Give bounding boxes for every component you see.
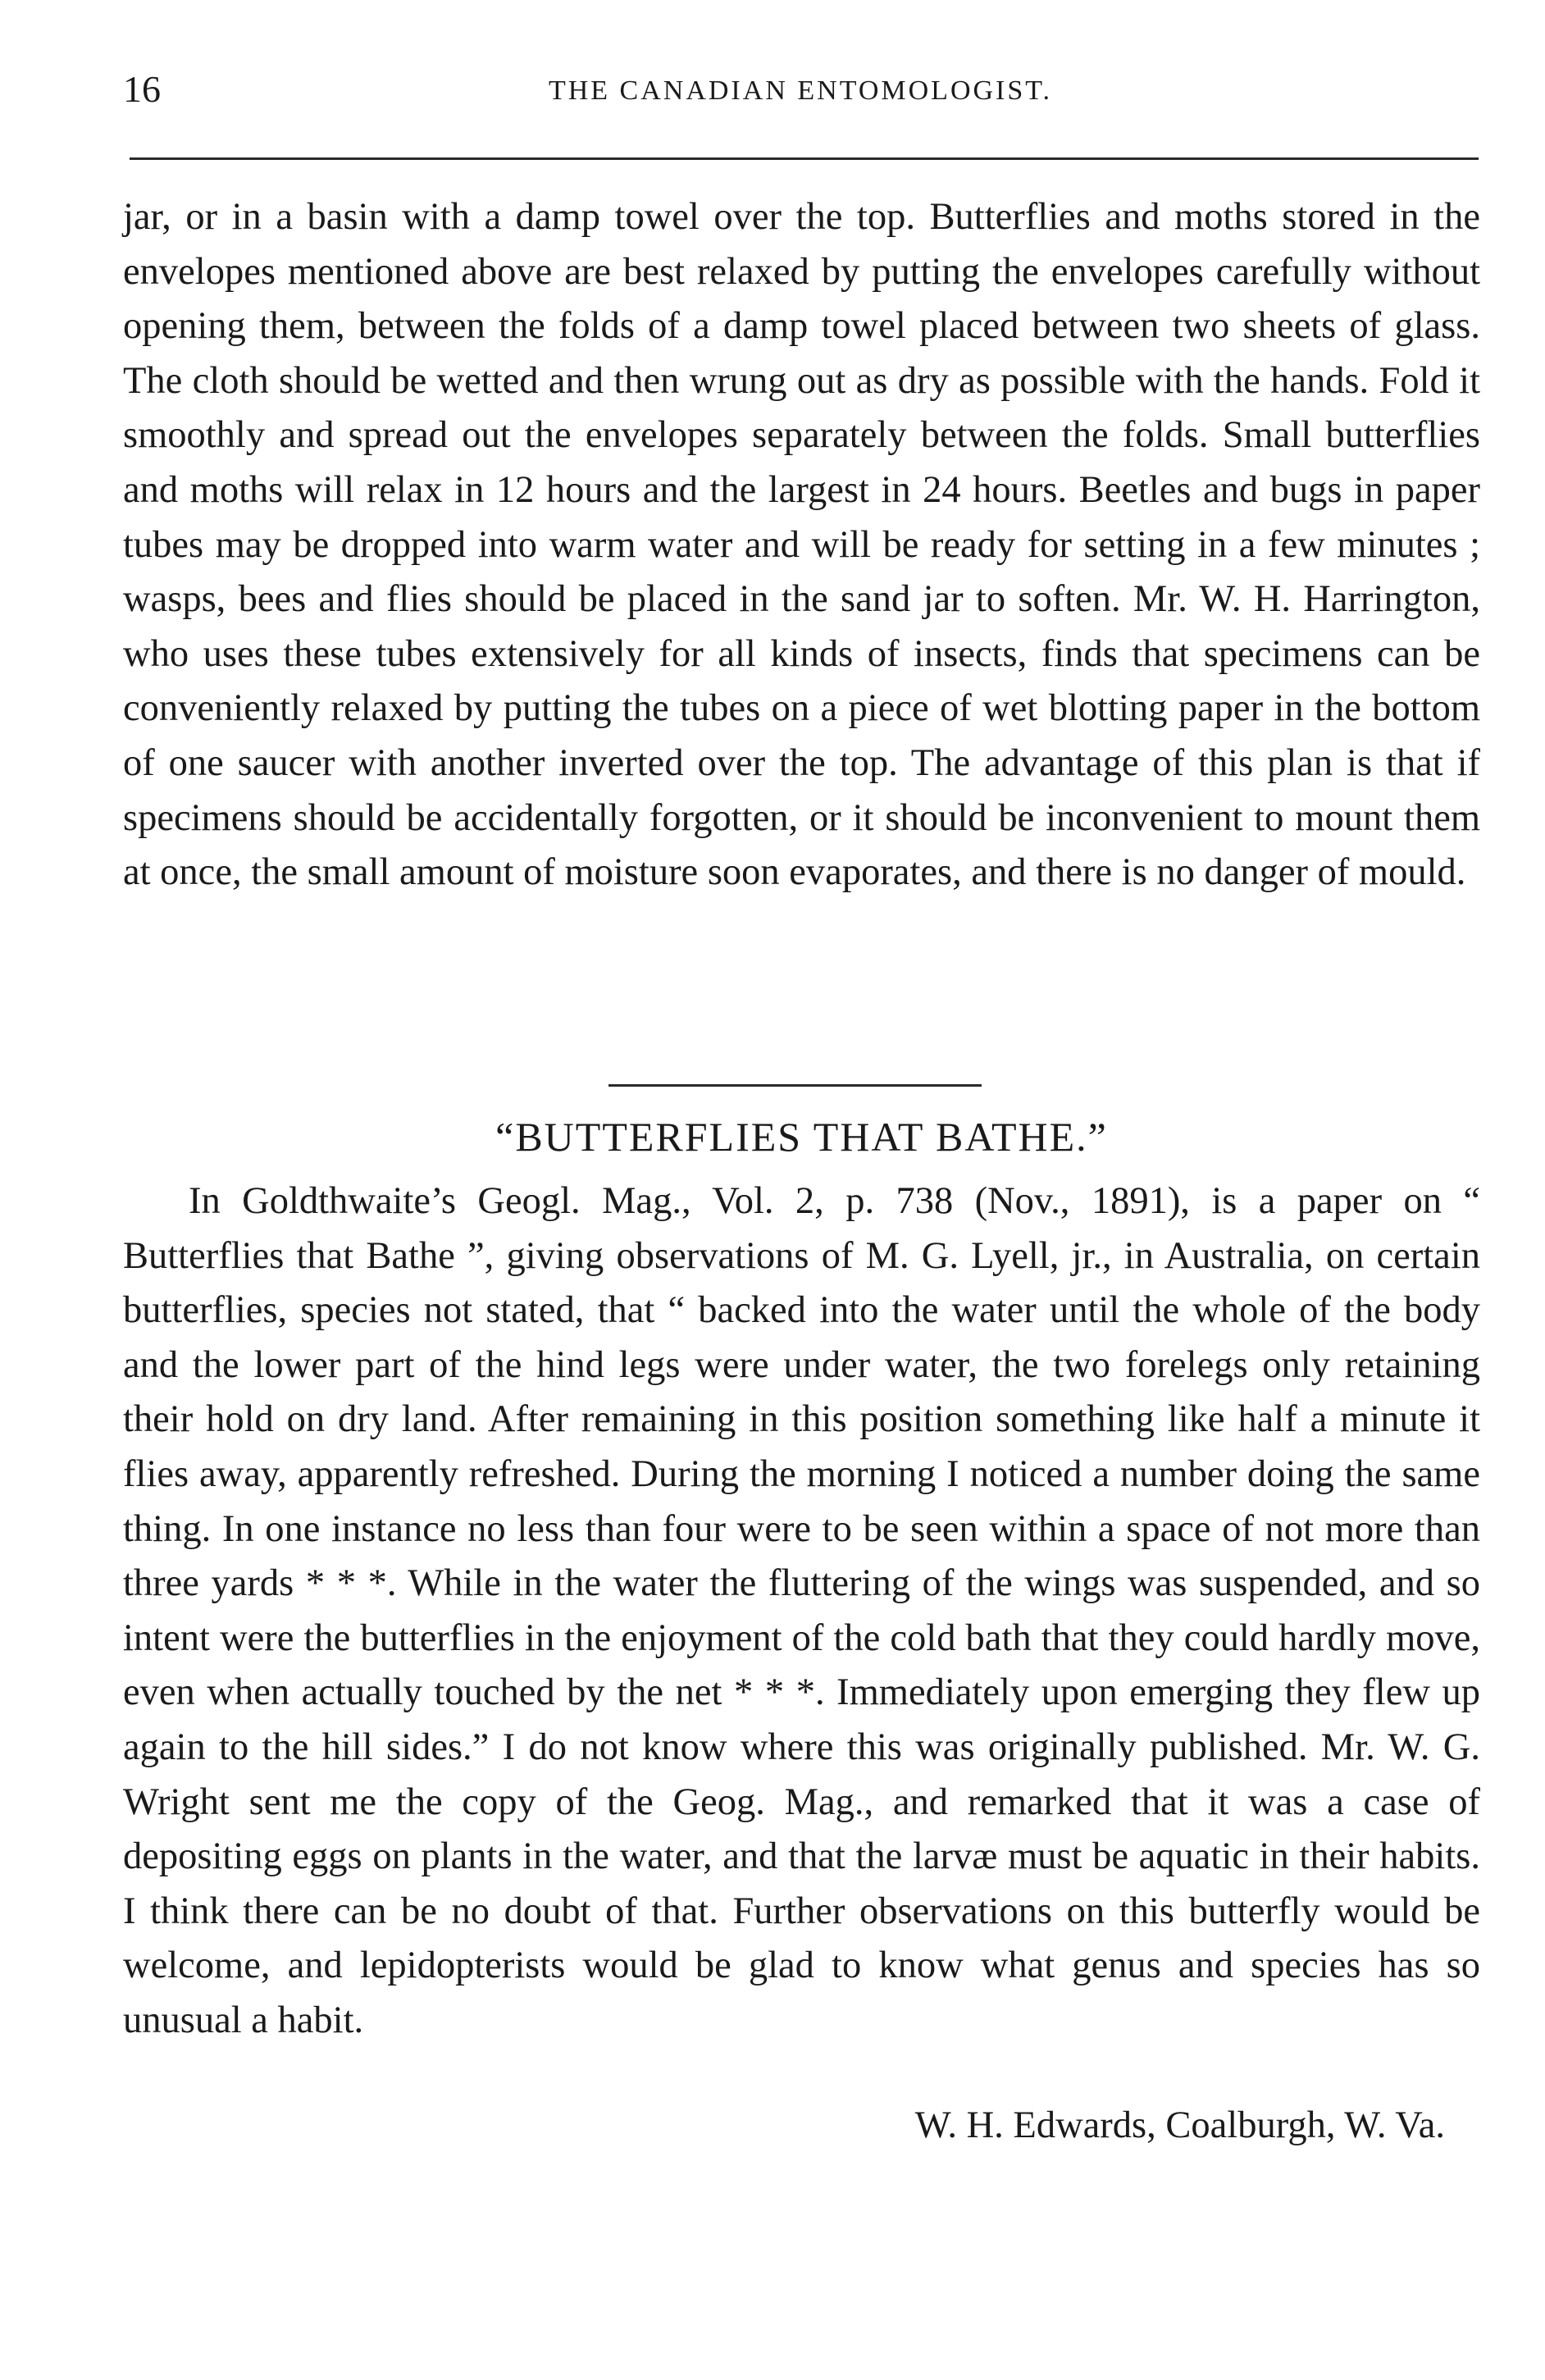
header-rule <box>130 157 1479 160</box>
paragraph-text: In Goldthwaite’s Geogl. Mag., Vol. 2, p. 738 (Nov., 1891), is a paper on “ Butterflies that Bathe ”, giving observations of M. G. Lyell, jr., in Australia, on certain butterflies, species not stated, that “ backed into the water until the whole of the body and the lower part of the hind legs were under water, the two forelegs only retaining their hold on dry land. After remaining in this position something like half a minute it flies away, apparently refreshed. During the morning I noticed a number doing the same thing. In one instance no less than four were to be seen within a space of not more than three yards * * *. While in the water the fluttering of the wings was suspended, and so intent were the butterflies in the enjoyment of the cold bath that they could hardly move, even when actually touched by the net * * *. Immediately upon emerging they flew up again to the hill sides.” I do not know where this was originally published. Mr. W. G. Wright sent me the copy of the Geog. Mag., and remarked that it was a case of depositing eggs on plants in the water, and that the larvæ must be aquatic in their habits. I think there can be no doubt of that. Further observations on this butterfly would be welcome, and lepidopterists would be glad to know what genus and species has so unusual a habit. <box>123 1180 1480 2041</box>
journal-title: THE CANADIAN ENTOMOLOGIST. <box>548 75 1053 106</box>
page-number: 16 <box>123 68 161 110</box>
author-signature <box>123 2104 1445 2147</box>
signature-name: W. H. Edwards, <box>914 2104 1156 2146</box>
running-head <box>123 67 1478 116</box>
section-divider <box>608 1084 982 1087</box>
paragraph-butterflies-that-bathe <box>123 1174 1480 2049</box>
signature-place: Coalburgh, W. Va. <box>1165 2104 1445 2146</box>
paragraph-relaxing-specimens: jar, or in a basin with a damp towel over the top. Butterflies and moths stored in the envelopes mentioned above are best relaxed by putting the envelopes carefully without opening them, between the folds of a damp towel placed between two sheets of glass. The cloth should be wetted and then wrung out as dry as possible with the hands. Fold it smoothly and spread out the envelopes separately between the folds. Small butterflies and moths will relax in 12 hours and the largest in 24 hours. Beetles and bugs in paper tubes may be dropped into warm water and will be ready for setting in a few minutes ; wasps, bees and flies should be placed in the sand jar to soften. Mr. W. H. Harrington, who uses these tubes extensively for all kinds of insects, finds that specimens can be conveniently relaxed by putting the tubes on a piece of wet blotting paper in the bottom of one saucer with another inverted over the top. The advantage of this plan is that if specimens should be accidentally forgotten, or it should be inconvenient to mount them at once, the small amount of moisture soon evaporates, and there is no danger of mould. <box>123 196 1480 894</box>
section-heading: “BUTTERFLIES THAT BATHE.” <box>495 1114 1108 1160</box>
